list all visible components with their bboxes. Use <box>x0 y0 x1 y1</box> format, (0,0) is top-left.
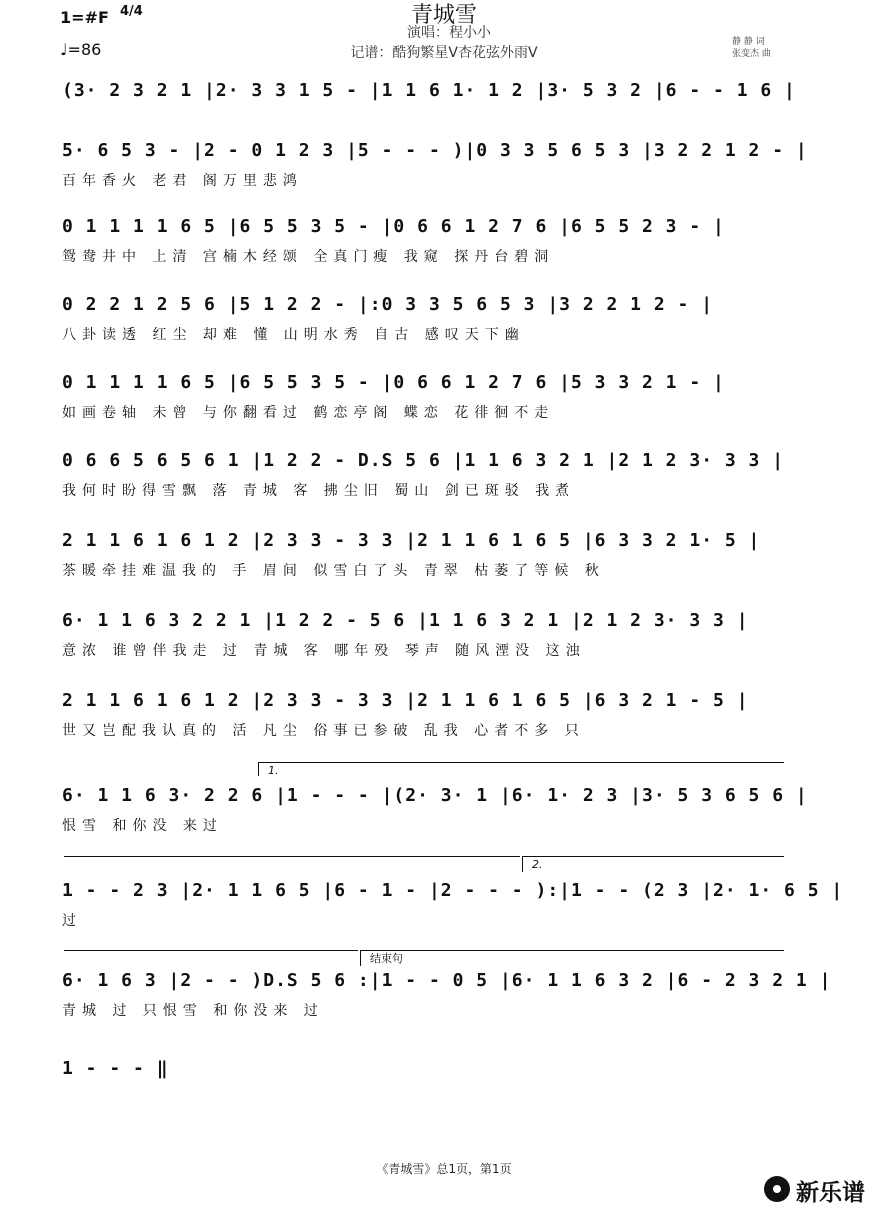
ending-line <box>360 950 784 951</box>
volta-1-label: 1. <box>268 764 279 777</box>
lyrics-line: 百年香火 老君 阁万里悲鸿 <box>62 173 303 189</box>
notes-line: 1 - - - ‖ <box>62 1058 169 1079</box>
notes-line: 0 1 1 1 1 6 5 |6 5 5 3 5 - |0 6 6 1 2 7 6 |6 5 5 2 3 - | <box>62 216 725 237</box>
notes-line: 2 1 1 6 1 6 1 2 |2 3 3 - 3 3 |2 1 1 6 1 6 5 |6 3 3 2 1· 5 | <box>62 530 761 551</box>
volta-2-label: 2. <box>532 858 543 871</box>
volta-1-line <box>258 762 784 763</box>
lyrics-line: 意浓 谁曾伴我走 过 青城 客 哪年殁 琴声 随风湮没 这浊 <box>62 643 586 659</box>
singer-line: 演唱：程小小 <box>407 25 491 41</box>
notes-line: 5· 6 5 3 - |2 - 0 1 2 3 |5 - - - )|0 3 3 5 6 5 3 |3 2 2 1 2 - | <box>62 140 808 161</box>
lyrics-line: 我何时盼得雪飘 落 青城 客 拂尘旧 蜀山 剑已斑驳 我煮 <box>62 483 576 499</box>
lyrics-line: 青城 过 只恨雪 和你没来 过 <box>62 1003 324 1019</box>
volta-1-line-cont <box>64 856 520 857</box>
notes-line: 6· 1 1 6 3· 2 2 6 |1 - - - |(2· 3· 1 |6· 1· 2 3 |3· 5 3 6 5 6 | <box>62 785 808 806</box>
vinyl-record-icon <box>764 1176 790 1202</box>
song-title: 青城雪 <box>410 3 477 28</box>
notes-line: (3· 2 3 2 1 |2· 3 3 1 5 - |1 1 6 1· 1 2 |3· 5 3 2 |6 - - 1 6 | <box>62 80 796 101</box>
notes-line: 0 6 6 5 6 5 6 1 |1 2 2 - D.S 5 6 |1 1 6 3 2 1 |2 1 2 3· 3 3 | <box>62 450 785 471</box>
ending-hook <box>360 950 361 966</box>
volta-1-hook <box>258 762 259 776</box>
lyrics-line: 过 <box>62 913 82 929</box>
lyrics-line: 恨雪 和你没 来过 <box>62 818 223 834</box>
tempo-marking: ♩=86 <box>60 40 102 59</box>
volta-2-line-cont <box>64 950 358 951</box>
lyrics-line: 如画卷轴 未曾 与你翻看过 鹤恋亭阁 蝶恋 花徘徊不走 <box>62 405 555 421</box>
lyrics-line: 八卦读透 红尘 却难 懂 山明水秀 自古 感叹天下幽 <box>62 327 525 343</box>
notes-line: 1 - - 2 3 |2· 1 1 6 5 |6 - 1 - |2 - - - ):|1 - - (2 3 |2· 1· 6 5 | <box>62 880 844 901</box>
ending-label: 结束句 <box>370 952 403 965</box>
notes-line: 2 1 1 6 1 6 1 2 |2 3 3 - 3 3 |2 1 1 6 1 6 5 |6 3 2 1 - 5 | <box>62 690 749 711</box>
notes-line: 0 2 2 1 2 5 6 |5 1 2 2 - |:0 3 3 5 6 5 3 |3 2 2 1 2 - | <box>62 294 714 315</box>
lyricist-credit: 静 静 词 <box>732 37 765 47</box>
brand-name: 新乐谱 <box>796 1180 865 1206</box>
time-signature: 4/4 <box>120 4 143 19</box>
lyrics-line: 鸳鸯井中 上清 宫楠木经颂 全真门瘦 我窥 探丹台碧洞 <box>62 249 555 265</box>
volta-2-line <box>522 856 784 857</box>
volta-2-hook <box>522 856 523 872</box>
recorder-line: 记谱：酷狗繁星V杏花弦外雨V <box>350 45 538 61</box>
notes-line: 6· 1 1 6 3 2 2 1 |1 2 2 - 5 6 |1 1 6 3 2 1 |2 1 2 3· 3 3 | <box>62 610 749 631</box>
notes-line: 0 1 1 1 1 6 5 |6 5 5 3 5 - |0 6 6 1 2 7 6 |5 3 3 2 1 - | <box>62 372 725 393</box>
page-footer: 《青城雪》总1页，第1页 <box>376 1162 512 1176</box>
lyrics-line: 世又岂配我认真的 活 凡尘 俗事已参破 乱我 心者不多 只 <box>62 723 585 739</box>
key-signature: 1=#F <box>60 8 109 27</box>
notes-line: 6· 1 6 3 |2 - - )D.S 5 6 :|1 - - 0 5 |6· 1 1 6 3 2 |6 - 2 3 2 1 | <box>62 970 832 991</box>
composer-credit: 张变杰 曲 <box>732 49 771 59</box>
lyrics-line: 茶暖牵挂难温我的 手 眉间 似雪白了头 青翠 枯萎了等候 秋 <box>62 563 605 579</box>
